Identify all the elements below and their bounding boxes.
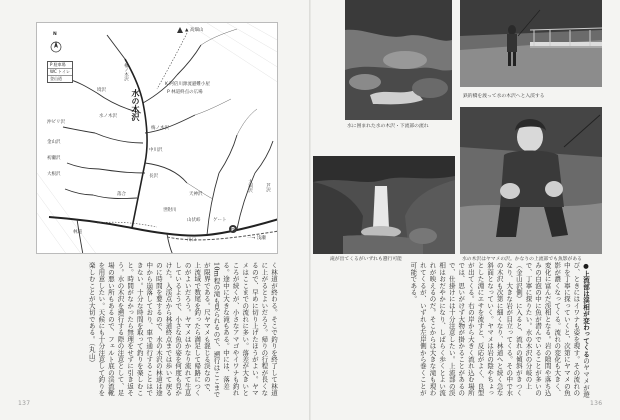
left-folio: 137 xyxy=(18,400,31,407)
map-title-mizunoki: 水の木沢 xyxy=(131,89,140,121)
map-label-umenoki: 梅ノ木沢 xyxy=(151,126,169,131)
map-label-ochi: 落合 xyxy=(117,192,126,197)
map-label-tenjin: 天神沢 xyxy=(189,192,203,197)
map-label-setoyama: 世附川 xyxy=(163,208,177,213)
route-map xyxy=(36,22,278,254)
right-page-body xyxy=(337,262,590,402)
map-legend xyxy=(47,61,73,83)
map-label-kinzan: 金山沢 xyxy=(47,140,61,145)
caption-photo-2: 鉄的橋を渡って水の木沢へと入渓する xyxy=(463,94,545,99)
peak-marker-icon xyxy=(177,27,183,33)
map-label-mizunoki: 水ノ木沢 xyxy=(99,114,117,119)
map-rivers xyxy=(37,23,278,254)
caption-photo-4: 水の木沢はヤマメの沢。かなりの上流部でも魚影がある xyxy=(462,257,582,262)
right-page-text: のヤマメが遊び、ときにはイワナも姿を現す。その流れの中を丁寧に探っていくと、次第にヤマメの魚影が濃くなってくる。流れの変化も大きく、変化に富んだ渓相となる。岩の隙間や落ち込みの白泡の中に魚が潜んでいることが多いので、丁寧に探りたい。水の木沢の分岐の上（金山沢側）に入ると、流れの傾斜がきつくなり、大きな岩が目立ってくる。その中で水の木沢も次第に細くなり、林道へと続く急な斜面となっていく。ヤマメは岩の陰やちょっとした淵にエサを流すと、反応がよく、良型が出てくる。右の岸から大きく流れ込む場所では、思いがけず大物が掛かることがあるので、仕掛けには十分注意したい。上流部の渓相はおだやかになり、しばらく歩くとよい流れが映えるのだ。そこからは大きな滝も現われてくるが、いずれも左岸側から巻くことが可能である。 xyxy=(409,262,590,398)
caption-photo-1: 水に囲まれた水の木沢・下流部の流れ xyxy=(347,124,429,129)
map-label-ashiki: 芦沢 xyxy=(265,183,271,192)
left-page-body: く林道が終わる。そこで釣りを終了して林道に上がるとよいだろう。帰りの行程が長くなるので、早めに切り上げたほうがよい。ヤマメはここまでの流れに多い。落差が大きいところが続くが、小さなアマゴやイワナも釣れる。途中に大きな滝もある。中には、落差10m程の滝も見られるので、遡行はここまでが限界である。尺ヤマメも混じる渓なので、上流域で数尾を釣ったら満足して帰路につくのがよいだろう。ヤマメはかなり流れて生息しているようで、小さな魚の姿を何度も見かけた。入渓点から林道終点までは歩いて戻るのに時間を要するので、水の木沢の林道は途中から崩落しており、車で通行することはできない。十分な時間を取って釣りを楽しむこと。時間がなかったら無理をせずに引き返そう。水の木沢を遡行する際の注意として、足場の悪い所もあるので、フェルト底の渓流靴を用意したい。天候にも十分注意して釣りを楽しむことが大切である。（丸山） xyxy=(87,262,278,398)
map-label-nakagawa: 中川沢 xyxy=(149,148,163,153)
map-label-tokyo: 一→ 浅瀬 xyxy=(247,236,266,241)
map-label-peak: ▲ 高畑山 xyxy=(185,28,204,33)
page-gutter xyxy=(309,0,311,420)
map-label-gate: ゲート xyxy=(213,218,227,223)
legend-item: WC トイレ xyxy=(48,69,72,76)
map-label-shelter: P 林道終点の広場 xyxy=(167,90,203,95)
parking-marker-icon xyxy=(229,225,237,233)
caption-photo-3: 滝が出てくるがいずれも遡行可能 xyxy=(330,257,402,262)
map-label-ohgiri: 大根沢 xyxy=(47,172,61,177)
svg-text:P: P xyxy=(231,227,235,233)
map-label-hut: K 阿倍川源流避難小屋 xyxy=(165,82,210,87)
map-label-sawa-ki: 檜ノ木沢 xyxy=(123,63,129,81)
north-arrow-icon xyxy=(51,41,61,52)
section-heading: ●上流部は渓相が変わってくる xyxy=(582,262,590,358)
right-folio: 136 xyxy=(590,400,603,407)
map-label-daisawa: 大洞沢 xyxy=(247,179,253,193)
map-label-rinn: 林道 xyxy=(73,230,82,235)
legend-item: 登山道 xyxy=(50,76,62,81)
map-label-ebiri: 沖ビリ沢 xyxy=(47,120,65,125)
photo-downstream-rocks xyxy=(345,0,452,120)
map-label-chodo: 長沢 xyxy=(149,174,158,179)
photo-bridge-hiker xyxy=(460,0,602,87)
photo-angler xyxy=(460,107,602,254)
legend-item: P 駐車場 xyxy=(48,62,72,69)
north-label: N xyxy=(53,32,57,37)
map-label-takeyoshi: 初瀬沢 xyxy=(47,156,61,161)
map-label-yamanaka: 山伏峠 xyxy=(187,218,201,223)
map-label-kawaguchi: 川口 xyxy=(187,238,196,243)
map-label-sakai: 境沢 xyxy=(97,88,106,93)
photo-waterfall xyxy=(313,156,455,254)
